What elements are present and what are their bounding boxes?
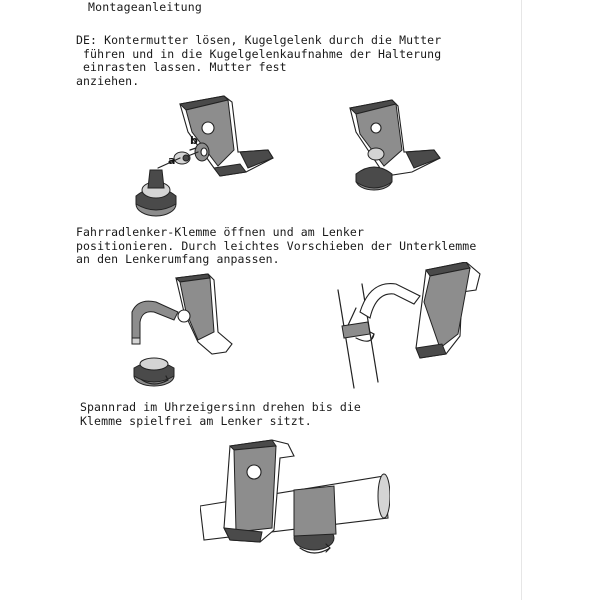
step-3-line-2: Klemme spielfrei am Lenker sitzt. <box>80 413 312 428</box>
step-1-line-4: anziehen. <box>76 73 140 88</box>
step-1-line-3: einrasten lassen. Mutter fest <box>76 60 287 74</box>
clamp-base-illustration <box>136 170 176 216</box>
figure-clamp-on-handlebar <box>316 262 486 392</box>
phone-holder-illustration <box>350 100 440 176</box>
step-1-line-1: DE: Kontermutter lösen, Kugelgelenk durch die Mutter <box>76 33 442 47</box>
step-2-line-2: positionieren. Durch leichtes Vorschieben der Unterklemme <box>76 238 477 253</box>
step-2-line-3: an den Lenkerumfang anpassen. <box>76 252 280 266</box>
figure-ball-joint-assembled <box>340 98 450 198</box>
callout-b-label: b <box>190 134 198 147</box>
clamp-arm-illustration <box>342 284 420 338</box>
ball-joint-part-a-illustration <box>174 152 190 164</box>
step-2-text <box>76 226 476 267</box>
step-1-text <box>76 34 441 88</box>
phone-holder-illustration <box>416 262 480 358</box>
clamp-arm-illustration <box>132 301 178 344</box>
phone-holder-illustration <box>176 274 232 354</box>
spin-wheel-illustration <box>294 486 336 550</box>
figure-clamp-open <box>128 272 240 392</box>
step-3-text <box>80 401 361 428</box>
scan-edge-divider <box>521 0 522 600</box>
callout-a-label: a <box>168 154 176 167</box>
step-1-line-2: führen und in die Kugelgelenkaufnahme der Halterung <box>76 46 442 61</box>
step-3-line-1: Spannrad im Uhrzeigersinn drehen bis die <box>80 400 361 414</box>
spin-wheel-illustration <box>134 358 174 386</box>
figure-tighten-wheel <box>200 432 390 562</box>
page-title: Montageanleitung <box>88 0 202 14</box>
figure-ball-joint-exploded <box>128 92 278 222</box>
step-2-line-1: Fahrradlenker-Klemme öffnen und am Lenker <box>76 225 364 239</box>
